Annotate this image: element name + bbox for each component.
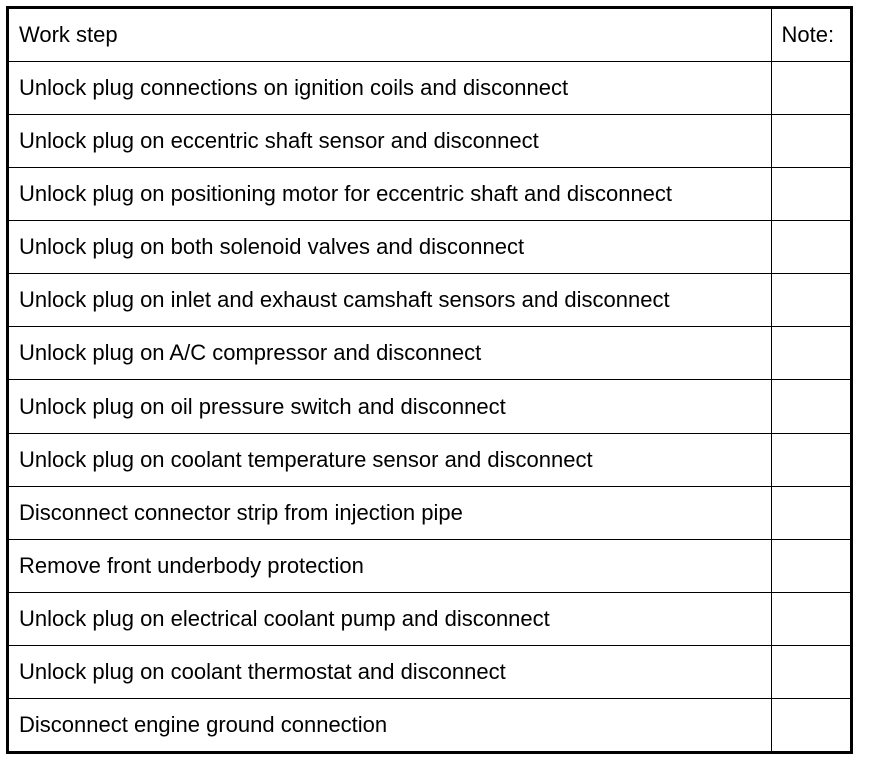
work-step-cell: Unlock plug on inlet and exhaust camshaft sensors and disconnect <box>9 274 771 327</box>
table-body <box>9 9 850 751</box>
header-note: Note: <box>771 9 850 61</box>
table-row <box>9 220 850 273</box>
note-cell <box>771 539 850 592</box>
note-cell <box>771 61 850 114</box>
table-row <box>9 433 850 486</box>
note-cell <box>771 167 850 220</box>
header-row <box>9 9 850 61</box>
work-step-cell: Unlock plug on A/C compressor and disconnect <box>9 327 771 380</box>
table-row <box>9 274 850 327</box>
table-row <box>9 327 850 380</box>
table-row <box>9 593 850 646</box>
table-row <box>9 646 850 699</box>
table-row <box>9 380 850 433</box>
note-cell <box>771 327 850 380</box>
work-step-table <box>9 9 850 751</box>
work-step-cell: Remove front underbody protection <box>9 539 771 592</box>
work-step-table-frame <box>6 6 853 754</box>
header-work-step: Work step <box>9 9 771 61</box>
table-row <box>9 167 850 220</box>
work-step-cell: Disconnect connector strip from injection pipe <box>9 486 771 539</box>
table-row <box>9 699 850 751</box>
work-step-cell: Unlock plug on electrical coolant pump and disconnect <box>9 593 771 646</box>
work-step-cell: Unlock plug on positioning motor for eccentric shaft and disconnect <box>9 167 771 220</box>
note-cell <box>771 114 850 167</box>
note-cell <box>771 380 850 433</box>
note-cell <box>771 699 850 751</box>
note-cell <box>771 593 850 646</box>
note-cell <box>771 433 850 486</box>
note-cell <box>771 274 850 327</box>
table-row <box>9 61 850 114</box>
work-step-cell: Unlock plug on eccentric shaft sensor and disconnect <box>9 114 771 167</box>
work-step-cell: Unlock plug on coolant temperature sensor and disconnect <box>9 433 771 486</box>
work-step-cell: Disconnect engine ground connection <box>9 699 771 751</box>
table-row <box>9 486 850 539</box>
table-row <box>9 114 850 167</box>
work-step-cell: Unlock plug on both solenoid valves and disconnect <box>9 220 771 273</box>
work-step-cell: Unlock plug on oil pressure switch and disconnect <box>9 380 771 433</box>
note-cell <box>771 220 850 273</box>
work-step-cell: Unlock plug connections on ignition coils and disconnect <box>9 61 771 114</box>
note-cell <box>771 646 850 699</box>
table-row <box>9 539 850 592</box>
note-cell <box>771 486 850 539</box>
work-step-cell: Unlock plug on coolant thermostat and disconnect <box>9 646 771 699</box>
